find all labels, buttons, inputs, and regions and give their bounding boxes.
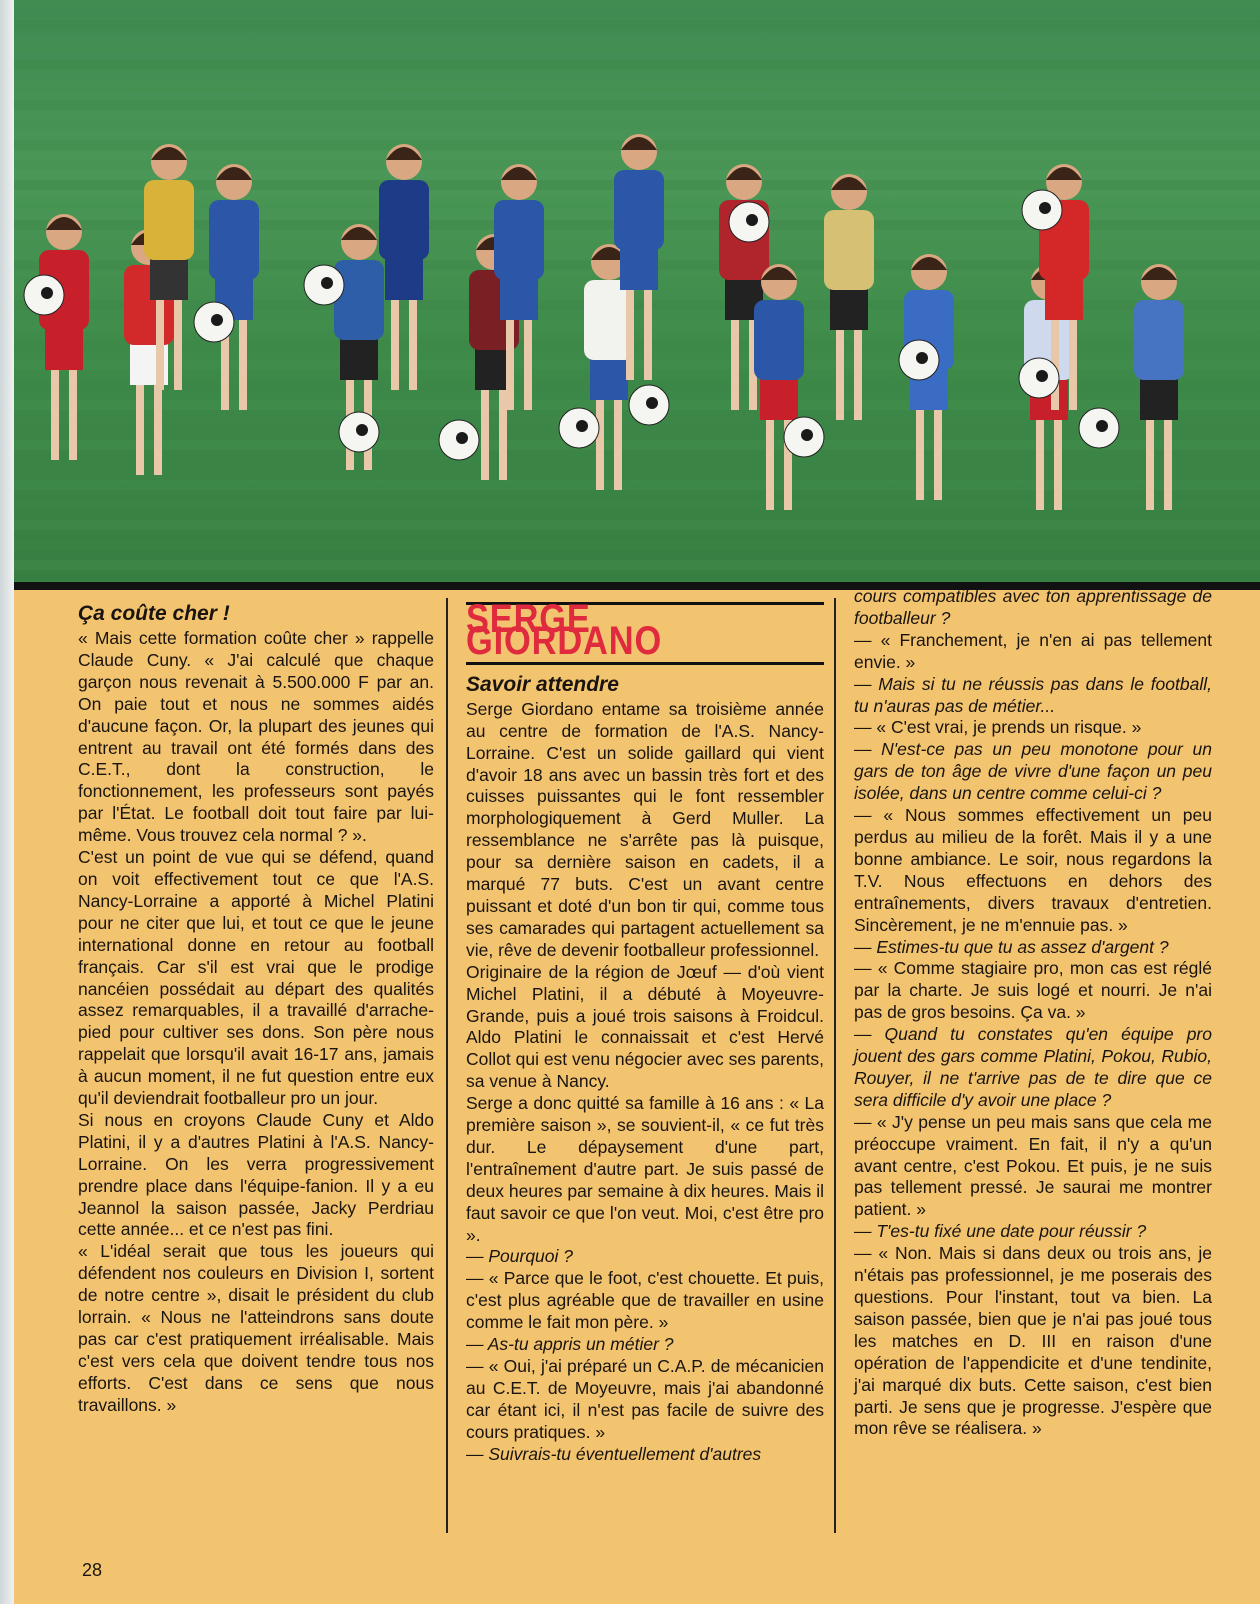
paragraph: — « Franchement, je n'en ai pas tellement envie. » [854,629,1212,672]
team-training-photo [14,0,1260,582]
player-leg [174,290,182,390]
column-3-body [854,586,1212,1440]
player-leg [854,320,862,420]
player-shorts [830,285,868,330]
interview-question: — Mais si tu ne réussis pas dans le football, tu n'auras pas de métier... [854,673,1212,716]
paragraph: C'est un point de vue qui se défend, quand on voit effectivement tout ce que l'A.S. Nancy-Lorraine a apporté à Michel Platini pour ne citer que lui, et tout ce que le jeune international donne en retour au football français. Car s'il est vrai que le prodige nancéien possédait au départ des qualités assez remarquables, il a travaillé d'arrache-pied pour cultiver ses dons. Son père nous rappelait que lorsqu'il avait 16-17 ans, jamais à aucun moment, il ne fut question entre eux qu'il deviendrait footballeur pro un jour. [78,847,434,1109]
player-shorts [620,245,658,290]
player-shirt [1134,300,1184,380]
paragraph: — « C'est vrai, je prends un risque. » [854,717,1142,738]
paragraph: — « Nous sommes effectivement un peu perdus au milieu de la forêt. Mais il y a une bonne ambiance. Le soir, nous regardons la T.V. Nous effectuons en dehors des entraînements, divers travaux d'entretien. Sincèrement, je ne m'ennuie pas. » [854,805,1212,935]
player-leg [391,290,399,390]
player-shirt [754,300,804,380]
player-leg [644,280,652,380]
player-hair [911,257,947,270]
paragraph: — « Parce que le foot, c'est chouette. Et puis, c'est plus agréable que de travailler en usine comme le fait mon père. » [466,1268,824,1333]
ball-patch [211,314,223,326]
column-divider [834,598,836,1533]
column-2-body [466,699,824,1466]
player-leg [136,375,144,475]
page-edge [0,0,14,1604]
paragraph: Serge Giordano entame sa troisième année au centre de formation de l'A.S. Nancy-Lorraine. C'est un solide gaillard qui vient d'avoir 18 ans avec un bassin très fort et des cuisses puissantes qui le font ressembler morphologiquement à Gerd Muller. La ressemblance ne s'arrête pas là puisque, pour sa dernière saison en cadets, il a marqué 77 buts. C'est un avant centre puissant et doté d'un bon tir qui, comme tous ses camarades qui partagent actuellement sa vie, rêve de devenir footballeur professionnel. [466,698,824,960]
page-number: 28 [82,1560,103,1580]
player-shorts [1140,375,1178,420]
player-leg [626,280,634,380]
ball-patch [801,429,813,441]
column-3 [854,586,1212,1440]
paragraph: « L'idéal serait que tous les joueurs qui défendent nos couleurs en Division I, sortent de notre centre », disait le président du club lorrain. « Nous ne l'atteindrons sans doute pas car c'est pratiquement irréalisable. Mais c'est vers cela que doivent tendre tous nos efforts. C'est dans ce sens que nous travaillons. » [78,1241,434,1415]
player-leg [836,320,844,420]
interview-question: — N'est-ce pas un peu monotone pour un gars de ton âge de vivre d'une façon un peu isolée, dans un centre comme celui-ci ? [854,739,1212,804]
ball-patch [41,287,53,299]
player-leg [524,310,532,410]
player-leg [596,390,604,490]
player-shirt [209,200,259,280]
ball-patch [1036,370,1048,382]
player-leg [481,380,489,480]
interview-question: — As-tu appris un métier ? [466,1334,674,1355]
headline-text: SERGE GIORDANO [466,597,663,663]
player-shirt [614,170,664,250]
player-hair [46,217,82,230]
player-leg [239,310,247,410]
ball-patch [646,397,658,409]
column-1 [78,600,434,1417]
column-1-body [78,628,434,1417]
paragraph: « Mais cette formation coûte cher » rappelle Claude Cuny. « J'ai calculé que chaque garçon nous revenait à 5.500.000 F par an. On paie tout et nous ne sommes aidés d'aucune façon. Or, la plupart des jeunes qui entrent au travail ont été formés dans des C.E.T., dont la construction, le fonctionnement, les professeurs sont payés par l'État. Le football doit tout faire par lui-même. Vous trouvez cela normal ? ». [78,628,434,846]
paragraph: — « Comme stagiaire pro, mon cas est réglé par la charte. Je suis logé et nourri. Je n'ai pas de gros besoins. Ça va. » [854,958,1212,1023]
player-leg [916,400,924,500]
player-leg [69,360,77,460]
ball-patch [321,277,333,289]
player-shorts [500,275,538,320]
player-leg [731,310,739,410]
interview-question: — Pourquoi ? [466,1246,574,1267]
interview-question: — Suivrais-tu éventuellement d'autres [466,1443,762,1464]
ball-patch [916,352,928,364]
player-hair [831,177,867,190]
player-leg [156,290,164,390]
paragraph: Serge a donc quitté sa famille à 16 ans : « La première saison », se souvient-il, « ce fut très dur. Le dépaysement d'une part, l'entraînement d'autre part. Je suis passé de deux heures par semaine à dix heures. Mais il faut savoir ce que l'on veut. Moi, c'est être pro ». [466,1093,824,1245]
article-subheading: Savoir attendre [466,672,619,696]
ball-patch [1096,420,1108,432]
player-leg [1069,310,1077,410]
ball-patch [576,420,588,432]
paragraph: — « Oui, j'ai préparé un C.A.P. de mécanicien au C.E.T. de Moyeuvre, mais j'ai abandonné car étant ici, il n'est pas facile de suivre des cours pratiques. » [466,1356,824,1442]
ball-patch [356,424,368,436]
player-leg [1164,410,1172,510]
player-leg [614,390,622,490]
ball-patch [456,432,468,444]
player-leg [1036,410,1044,510]
section-subheading: Ça coûte cher ! [78,602,230,625]
player-leg [1051,310,1059,410]
paragraph: — « Non. Mais si dans deux ou trois ans, je n'étais pas professionnel, je me poserais des questions. Pour l'instant, tout va bien. La saison passée, bien que je n'ai pas joué tous les matches en D. III en raison d'une opération de l'appendicite et d'une tendinite, j'ai marqué dix buts. Cette saison, c'est bien parti. Je sens que je progresse. J'espère que mon rêve se réalisera. » [854,1243,1212,1439]
ball-patch [1039,202,1051,214]
interview-question: — T'es-tu fixé une date pour réussir ? [854,1221,1147,1242]
interview-question: — Quand tu constates qu'en équipe pro jouent des gars comme Platini, Pokou, Rubio, Rouyer, il ne t'arrive pas de te dire que ce sera difficile d'y avoir une place ? [854,1024,1212,1110]
player-leg [499,380,507,480]
player-leg [1054,410,1062,510]
player-shirt [379,180,429,260]
player-leg [51,360,59,460]
player-shirt [334,260,384,340]
player-shirt [824,210,874,290]
player-leg [934,400,942,500]
player-shorts [150,255,188,300]
column-divider [446,598,448,1533]
player-shirt [144,180,194,260]
player-shorts [340,335,378,380]
player-shorts [590,355,628,400]
player-leg [766,410,774,510]
football-players-illustration [14,0,1260,582]
paragraph: — « J'y pense un peu mais sans que cela me préoccupe vraiment. En fait, il n'y a qu'un avant centre, c'est Pokou. Et puis, je ne suis pas tellement pressé. Je saurai me montrer patient. » [854,1111,1212,1220]
article-headline [466,597,824,665]
player-shorts [45,325,83,370]
player-leg [409,290,417,390]
player-shorts [385,255,423,300]
player-shorts [760,375,798,420]
paragraph: Si nous en croyons Claude Cuny et Aldo Platini, il y a d'autres Platini à l'A.S. Nancy-Lorraine. On les verra progressivement prendre place dans l'équipe-fanion. Il y a eu Jeannol la saison passée, Jacky Perdriau cette année... et ce n'est pas fini. [78,1109,434,1240]
player-leg [506,310,514,410]
player-shirt [494,200,544,280]
interview-question: cours compatibles avec ton apprentissage de footballeur ? [854,586,1212,628]
ball-patch [746,214,758,226]
player-hair [621,137,657,150]
player-shorts [1045,275,1083,320]
interview-question: — Estimes-tu que tu as assez d'argent ? [854,936,1169,957]
player-leg [1146,410,1154,510]
column-2 [466,597,824,1466]
paragraph: Originaire de la région de Jœuf — d'où vient Michel Platini, il a débuté à Moyeuvre-Grande, puis a joué trois saisons à Froidcul. Aldo Platini le connaissait et c'est Hervé Collot qui est venu négocier avec ses parents, sa venue à Nancy. [466,961,824,1092]
